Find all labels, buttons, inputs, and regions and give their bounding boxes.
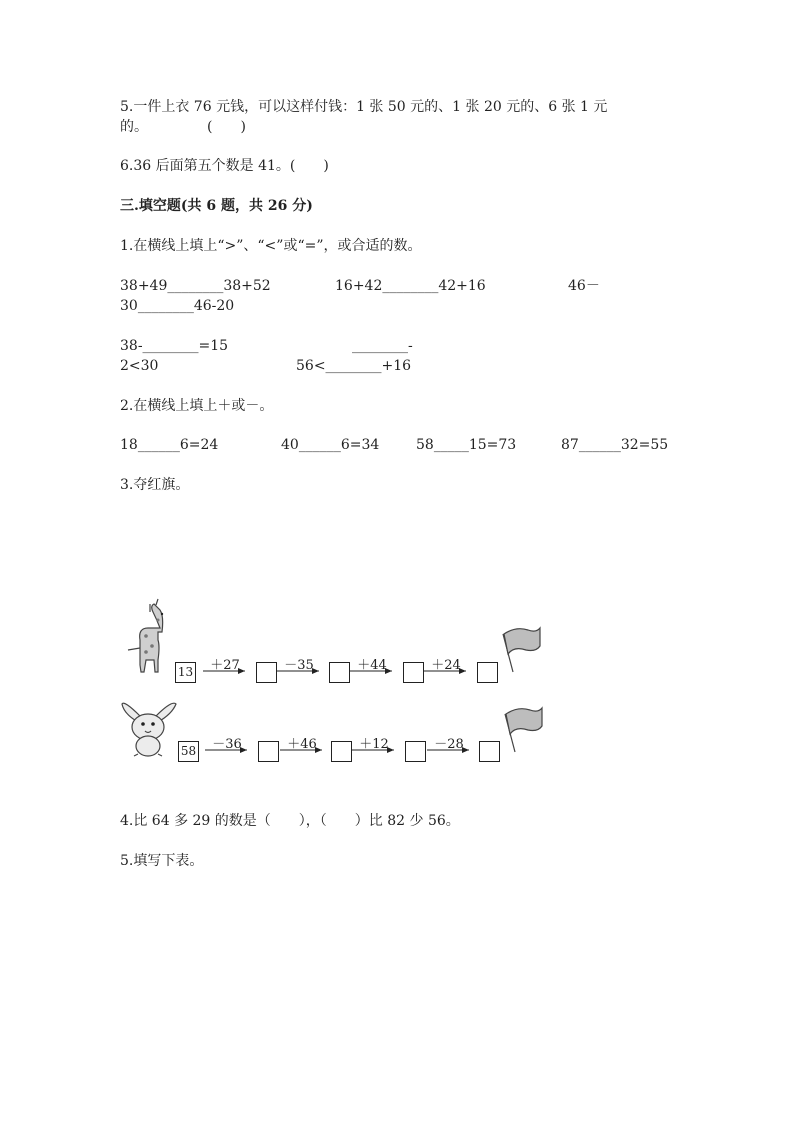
fill-q1-prompt: 1.在横线上填上“>”、“<”或“=”，或合适的数。 xyxy=(120,238,422,254)
fill-q1-item: ________- xyxy=(352,338,413,354)
fill-q1-item: 30________46-20 xyxy=(120,298,235,314)
fill-q2-item: 18______6=24 xyxy=(120,437,219,453)
fill-q2-item: 87______32=55 xyxy=(561,437,669,453)
fill-q2-prompt: 2.在横线上填上＋或－。 xyxy=(120,398,274,414)
chain2-answer-box[interactable] xyxy=(258,741,279,762)
fill-q1-item: 56<________+16 xyxy=(296,358,412,374)
judge-q6: 6.36 后面第五个数是 41。( ) xyxy=(120,158,329,174)
fill-q1-item: 38+49________38+52 xyxy=(120,278,271,294)
chain1-op-label: ＋44 xyxy=(357,658,387,673)
chain1-answer-box[interactable] xyxy=(403,662,424,683)
fill-q5: 5.填写下表。 xyxy=(120,853,204,869)
chain1-op-label: ＋27 xyxy=(210,658,240,673)
chain2-op-label: －28 xyxy=(434,737,464,752)
chain1-op-label: ＋24 xyxy=(431,658,461,673)
chain1-op-label: －35 xyxy=(284,658,314,673)
judge-q5-answer-bracket[interactable]: ( ) xyxy=(207,119,246,135)
fill-q1-item: 46－ xyxy=(568,278,600,294)
fill-q4: 4.比 64 多 29 的数是（ ），（ ）比 82 少 56。 xyxy=(120,813,460,829)
section-title: 三.填空题(共 6 题，共 26 分) xyxy=(120,198,313,214)
chain1-answer-box[interactable] xyxy=(256,662,277,683)
fill-q1-item: 2<30 xyxy=(120,358,159,374)
chain2-answer-box[interactable] xyxy=(479,741,500,762)
fill-q3-prompt: 3.夺红旗。 xyxy=(120,477,190,493)
giraffe-icon xyxy=(128,599,163,672)
red-flag-icon xyxy=(503,628,540,672)
chain2-answer-box[interactable] xyxy=(405,741,426,762)
chain1-start-box: 13 xyxy=(175,662,196,683)
chain2-answer-box[interactable] xyxy=(331,741,352,762)
fill-q2-item: 40______6=34 xyxy=(281,437,380,453)
rabbit-icon xyxy=(122,703,176,756)
chain2-op-label: ＋46 xyxy=(287,737,317,752)
chain2-op-label: －36 xyxy=(212,737,242,752)
judge-q5-line2: 的。 xyxy=(120,119,148,135)
red-flag-icon xyxy=(505,708,542,752)
chain2-op-label: ＋12 xyxy=(359,737,389,752)
chain1-answer-box[interactable] xyxy=(477,662,498,683)
fill-q1-item: 38-________=15 xyxy=(120,338,229,354)
fill-q1-item: 16+42________42+16 xyxy=(335,278,486,294)
fill-q2-item: 58_____15=73 xyxy=(416,437,517,453)
chain1-answer-box[interactable] xyxy=(329,662,350,683)
chain2-start-box: 58 xyxy=(178,741,199,762)
judge-q5-line1: 5.一件上衣 76 元钱，可以这样付钱：1 张 50 元的、1 张 20 元的、6 张 1 元 xyxy=(120,99,608,115)
